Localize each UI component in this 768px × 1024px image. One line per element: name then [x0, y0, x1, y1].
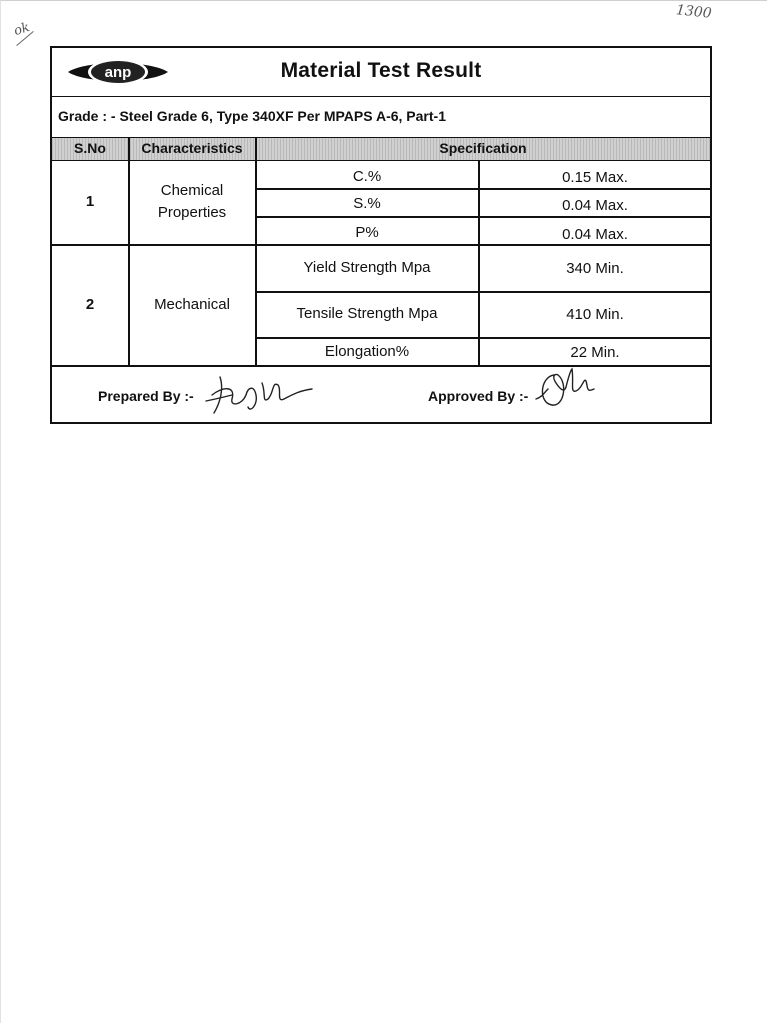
- prepared-by-signature-icon: [202, 369, 317, 419]
- parameter-cell: P%: [355, 224, 379, 241]
- handwritten-number-note: 1300: [675, 2, 713, 22]
- value-cell: 340 Min.: [566, 260, 624, 277]
- specification-table: [52, 138, 710, 366]
- grid-line: [255, 216, 710, 218]
- parameter-cell: S.%: [353, 195, 381, 212]
- parameter-cell: Elongation%: [324, 343, 410, 360]
- grid-line: [255, 291, 710, 293]
- header-specification: Specification: [439, 140, 527, 156]
- header-characteristics: Characteristics: [141, 140, 243, 156]
- signature-row: [52, 367, 710, 422]
- sno-cell: 2: [85, 296, 95, 313]
- parameter-cell: Yield Strength Mpa: [303, 259, 431, 276]
- value-cell: 22 Min.: [570, 344, 620, 361]
- value-cell: 410 Min.: [566, 306, 624, 323]
- grid-line: [128, 138, 130, 366]
- value-cell: 0.15 Max.: [562, 169, 628, 186]
- grid-line: [255, 188, 710, 190]
- characteristic-cell-line1: Chemical: [160, 182, 224, 199]
- parameter-cell: C.%: [352, 168, 382, 185]
- grade-text: Grade : - Steel Grade 6, Type 340XF Per MPAPS A-6, Part-1: [58, 108, 446, 124]
- grid-line: [52, 244, 710, 246]
- header-sno: S.No: [74, 140, 106, 156]
- characteristic-cell-line2: Properties: [157, 204, 227, 221]
- grade-row: [52, 97, 710, 138]
- approved-by-label: Approved By :-: [428, 388, 529, 404]
- grid-line: [255, 337, 710, 339]
- logo-text: anp: [104, 64, 132, 81]
- approved-by-signature-icon: [534, 363, 604, 413]
- table-header: [52, 138, 710, 161]
- characteristic-cell-line1: Mechanical: [154, 296, 230, 313]
- header-row: [52, 48, 710, 97]
- value-cell: 0.04 Max.: [562, 197, 628, 214]
- prepared-by-label: Prepared By :-: [98, 388, 194, 404]
- material-test-sheet: [50, 46, 712, 424]
- parameter-cell: Tensile Strength Mpa: [296, 305, 438, 322]
- handwritten-ok-note: ok: [12, 19, 32, 40]
- sno-cell: 1: [85, 193, 95, 210]
- document-title: Material Test Result: [280, 59, 482, 82]
- value-cell: 0.04 Max.: [562, 226, 628, 243]
